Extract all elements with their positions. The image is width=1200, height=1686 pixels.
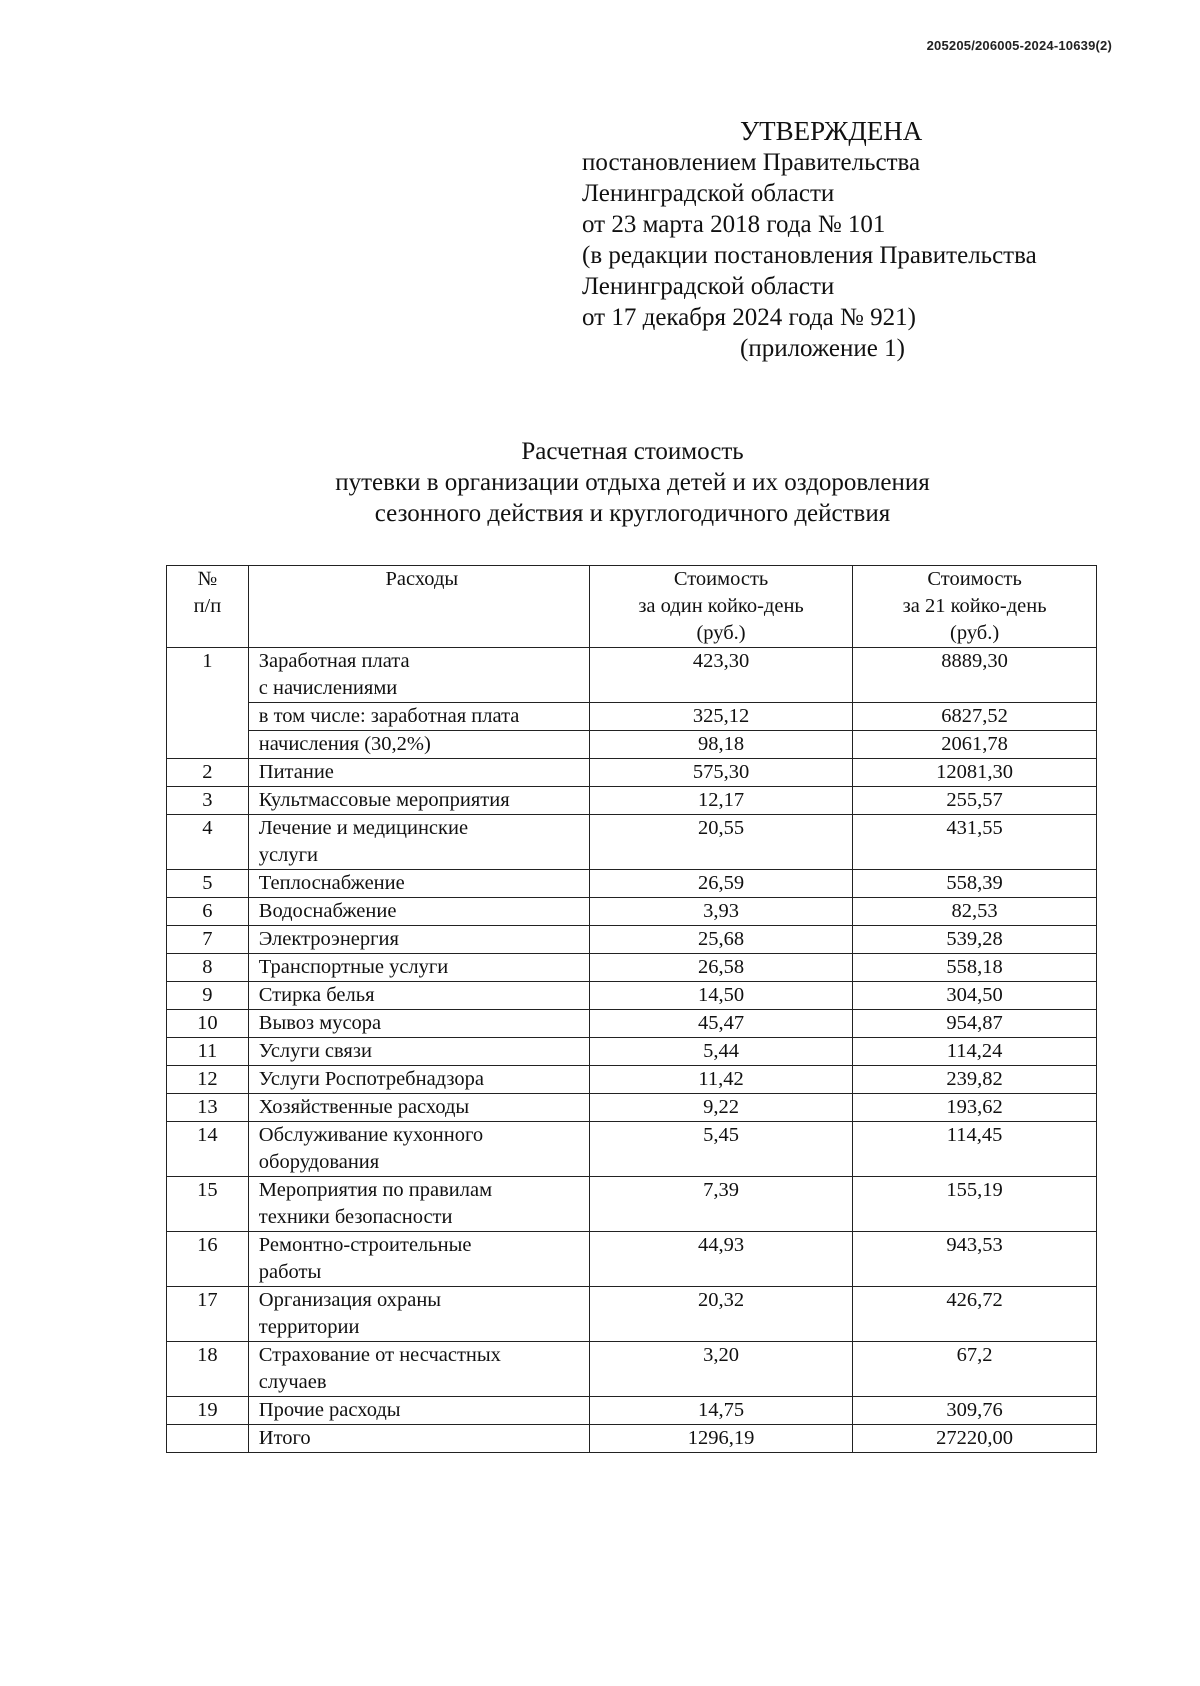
table-row bbox=[167, 1342, 1097, 1397]
row-number: 4 bbox=[167, 815, 249, 870]
row-expense-name bbox=[248, 1425, 589, 1453]
row-cost-21-days: 114,45 bbox=[853, 1122, 1097, 1177]
row-expense-name bbox=[248, 870, 589, 898]
row-cost-per-day: 9,22 bbox=[589, 1094, 852, 1122]
expense-name-line: Хозяйственные расходы bbox=[258, 1096, 470, 1118]
table-row bbox=[167, 731, 1097, 759]
table-row bbox=[167, 1425, 1097, 1453]
row-expense-name bbox=[248, 1232, 589, 1287]
row-number: 14 bbox=[167, 1122, 249, 1177]
expense-name-line: работы bbox=[258, 1261, 322, 1283]
appendix-label: (приложение 1) bbox=[740, 335, 905, 362]
expense-name-line: Лечение и медицинские bbox=[258, 817, 469, 839]
approval-line: Ленинградской области bbox=[582, 180, 835, 207]
row-number: 5 bbox=[167, 870, 249, 898]
row-cost-per-day: 11,42 bbox=[589, 1066, 852, 1094]
row-expense-name bbox=[248, 1066, 589, 1094]
row-number: 7 bbox=[167, 926, 249, 954]
row-cost-21-days: 304,50 bbox=[853, 982, 1097, 1010]
row-cost-per-day: 44,93 bbox=[589, 1232, 852, 1287]
expense-name-line: в том числе: заработная плата bbox=[258, 705, 520, 727]
row-expense-name bbox=[248, 1038, 589, 1066]
table-row bbox=[167, 1232, 1097, 1287]
expense-name-line: Итого bbox=[258, 1427, 311, 1449]
row-cost-21-days: 193,62 bbox=[853, 1094, 1097, 1122]
row-cost-per-day: 14,50 bbox=[589, 982, 852, 1010]
row-expense-name bbox=[248, 926, 589, 954]
row-cost-21-days: 8889,30 bbox=[853, 648, 1097, 703]
row-expense-name bbox=[248, 1397, 589, 1425]
expense-name-line: Теплоснабжение bbox=[258, 872, 405, 894]
row-expense-name bbox=[248, 1342, 589, 1397]
table-row bbox=[167, 1122, 1097, 1177]
expense-name-line: Культмассовые мероприятия bbox=[258, 789, 510, 811]
expense-name-line: с начислениями bbox=[258, 677, 398, 699]
approval-line: от 17 декабря 2024 года № 921) bbox=[582, 304, 916, 331]
expense-name-line: Транспортные услуги bbox=[258, 956, 449, 978]
row-cost-per-day: 25,68 bbox=[589, 926, 852, 954]
expense-name-line: случаев bbox=[258, 1371, 327, 1393]
row-number: 15 bbox=[167, 1177, 249, 1232]
approval-stamp-block bbox=[582, 116, 1037, 364]
row-number: 16 bbox=[167, 1232, 249, 1287]
row-expense-name bbox=[248, 1122, 589, 1177]
row-number: 6 bbox=[167, 898, 249, 926]
row-expense-name bbox=[248, 898, 589, 926]
table-row bbox=[167, 982, 1097, 1010]
row-cost-21-days: 255,57 bbox=[853, 787, 1097, 815]
row-cost-per-day: 98,18 bbox=[589, 731, 852, 759]
row-cost-21-days: 12081,30 bbox=[853, 759, 1097, 787]
row-number: 10 bbox=[167, 1010, 249, 1038]
table-row bbox=[167, 815, 1097, 870]
table-row bbox=[167, 1094, 1097, 1122]
header-cost-per-day bbox=[589, 566, 852, 648]
table-row bbox=[167, 648, 1097, 703]
row-cost-per-day: 325,12 bbox=[589, 703, 852, 731]
row-cost-21-days: 309,76 bbox=[853, 1397, 1097, 1425]
table-row bbox=[167, 870, 1097, 898]
table-row bbox=[167, 703, 1097, 731]
row-cost-21-days: 27220,00 bbox=[853, 1425, 1097, 1453]
expense-name-line: техники безопасности bbox=[258, 1206, 453, 1228]
expense-name-line: территории bbox=[258, 1316, 360, 1338]
row-cost-per-day: 20,32 bbox=[589, 1287, 852, 1342]
row-number: 3 bbox=[167, 787, 249, 815]
row-cost-per-day: 575,30 bbox=[589, 759, 852, 787]
table-row bbox=[167, 1177, 1097, 1232]
row-expense-name bbox=[248, 1094, 589, 1122]
row-cost-21-days: 954,87 bbox=[853, 1010, 1097, 1038]
expense-name-line: Страхование от несчастных bbox=[258, 1344, 501, 1366]
title-line: путевки в организации отдыха детей и их оздоровления bbox=[335, 469, 930, 496]
header-number bbox=[167, 566, 249, 648]
row-number bbox=[167, 1425, 249, 1453]
row-cost-21-days: 67,2 bbox=[853, 1342, 1097, 1397]
approval-line: (в редакции постановления Правительства bbox=[582, 242, 1037, 269]
header-number-line: п/п bbox=[193, 595, 222, 617]
expense-name-line: Питание bbox=[258, 761, 334, 783]
row-cost-per-day: 12,17 bbox=[589, 787, 852, 815]
row-cost-21-days: 558,18 bbox=[853, 954, 1097, 982]
expense-name-line: Услуги связи bbox=[258, 1040, 372, 1062]
row-cost-21-days: 239,82 bbox=[853, 1066, 1097, 1094]
row-expense-name bbox=[248, 759, 589, 787]
table-row bbox=[167, 954, 1097, 982]
row-expense-name bbox=[248, 787, 589, 815]
header-expenses bbox=[248, 566, 589, 648]
expense-name-line: Прочие расходы bbox=[258, 1399, 401, 1421]
row-expense-name bbox=[248, 1287, 589, 1342]
approval-line: Ленинградской области bbox=[582, 273, 835, 300]
row-cost-21-days: 155,19 bbox=[853, 1177, 1097, 1232]
header-line: за один койко-день bbox=[638, 595, 804, 617]
expense-name-line: Электроэнергия bbox=[258, 928, 399, 950]
row-cost-21-days: 943,53 bbox=[853, 1232, 1097, 1287]
table-row bbox=[167, 1038, 1097, 1066]
row-number: 8 bbox=[167, 954, 249, 982]
header-cost-21-days bbox=[853, 566, 1097, 648]
expense-name-line: Мероприятия по правилам bbox=[258, 1179, 493, 1201]
row-number: 9 bbox=[167, 982, 249, 1010]
row-cost-per-day: 3,93 bbox=[589, 898, 852, 926]
title-line: Расчетная стоимость bbox=[521, 438, 744, 465]
approval-line: от 23 марта 2018 года № 101 bbox=[582, 211, 886, 238]
row-number: 19 bbox=[167, 1397, 249, 1425]
expense-name-line: Услуги Роспотребнадзора bbox=[258, 1068, 484, 1090]
table-row bbox=[167, 1397, 1097, 1425]
row-cost-21-days: 431,55 bbox=[853, 815, 1097, 870]
table-row bbox=[167, 1010, 1097, 1038]
row-cost-21-days: 82,53 bbox=[853, 898, 1097, 926]
header-line: Стоимость bbox=[927, 568, 1022, 590]
row-expense-name bbox=[248, 954, 589, 982]
row-number: 11 bbox=[167, 1038, 249, 1066]
row-cost-21-days: 558,39 bbox=[853, 870, 1097, 898]
row-expense-name bbox=[248, 1010, 589, 1038]
document-title bbox=[160, 436, 1105, 529]
row-number: 1 bbox=[167, 648, 249, 759]
table-row bbox=[167, 759, 1097, 787]
cost-table bbox=[166, 565, 1097, 1453]
table-row bbox=[167, 898, 1097, 926]
header-line: (руб.) bbox=[696, 622, 746, 644]
row-number: 18 bbox=[167, 1342, 249, 1397]
row-cost-per-day: 5,45 bbox=[589, 1122, 852, 1177]
row-cost-per-day: 45,47 bbox=[589, 1010, 852, 1038]
header-line: Стоимость bbox=[673, 568, 769, 590]
row-cost-per-day: 7,39 bbox=[589, 1177, 852, 1232]
approval-line: постановлением Правительства bbox=[582, 149, 921, 176]
row-expense-name bbox=[248, 703, 589, 731]
row-cost-per-day: 14,75 bbox=[589, 1397, 852, 1425]
expense-name-line: Стирка белья bbox=[258, 984, 375, 1006]
header-number-line: № bbox=[197, 568, 218, 590]
row-cost-per-day: 26,59 bbox=[589, 870, 852, 898]
expense-name-line: Ремонтно-строительные bbox=[258, 1234, 472, 1256]
table-header-row bbox=[167, 566, 1097, 648]
header-line: за 21 койко-день bbox=[902, 595, 1047, 617]
table-row bbox=[167, 1287, 1097, 1342]
row-expense-name bbox=[248, 648, 589, 703]
row-cost-21-days: 2061,78 bbox=[853, 731, 1097, 759]
title-line: сезонного действия и круглогодичного действия bbox=[374, 500, 891, 527]
row-cost-21-days: 6827,52 bbox=[853, 703, 1097, 731]
expense-name-line: Водоснабжение bbox=[258, 900, 397, 922]
approval-heading: УТВЕРЖДЕНА bbox=[740, 116, 923, 146]
row-cost-per-day: 1296,19 bbox=[589, 1425, 852, 1453]
header-line: (руб.) bbox=[950, 622, 1000, 644]
expense-name-line: Обслуживание кухонного bbox=[258, 1124, 484, 1146]
row-cost-21-days: 539,28 bbox=[853, 926, 1097, 954]
row-expense-name bbox=[248, 982, 589, 1010]
expense-name-line: Вывоз мусора bbox=[258, 1012, 382, 1034]
row-cost-per-day: 423,30 bbox=[589, 648, 852, 703]
table-row bbox=[167, 926, 1097, 954]
expense-name-line: начисления (30,2%) bbox=[258, 733, 431, 755]
row-cost-per-day: 20,55 bbox=[589, 815, 852, 870]
table-row bbox=[167, 1066, 1097, 1094]
row-expense-name bbox=[248, 731, 589, 759]
expense-name-line: Организация охраны bbox=[258, 1289, 442, 1311]
row-cost-per-day: 26,58 bbox=[589, 954, 852, 982]
expense-name-line: Заработная плата bbox=[258, 650, 410, 672]
row-cost-per-day: 5,44 bbox=[589, 1038, 852, 1066]
document-id: 205205/206005-2024-10639(2) bbox=[926, 38, 1112, 53]
row-cost-per-day: 3,20 bbox=[589, 1342, 852, 1397]
row-number: 12 bbox=[167, 1066, 249, 1094]
header-expenses-label: Расходы bbox=[385, 568, 459, 590]
row-number: 2 bbox=[167, 759, 249, 787]
table-row bbox=[167, 787, 1097, 815]
row-cost-21-days: 426,72 bbox=[853, 1287, 1097, 1342]
row-expense-name bbox=[248, 815, 589, 870]
row-number: 17 bbox=[167, 1287, 249, 1342]
expense-name-line: услуги bbox=[258, 844, 318, 866]
expense-name-line: оборудования bbox=[258, 1151, 380, 1173]
row-expense-name bbox=[248, 1177, 589, 1232]
row-cost-21-days: 114,24 bbox=[853, 1038, 1097, 1066]
row-number: 13 bbox=[167, 1094, 249, 1122]
